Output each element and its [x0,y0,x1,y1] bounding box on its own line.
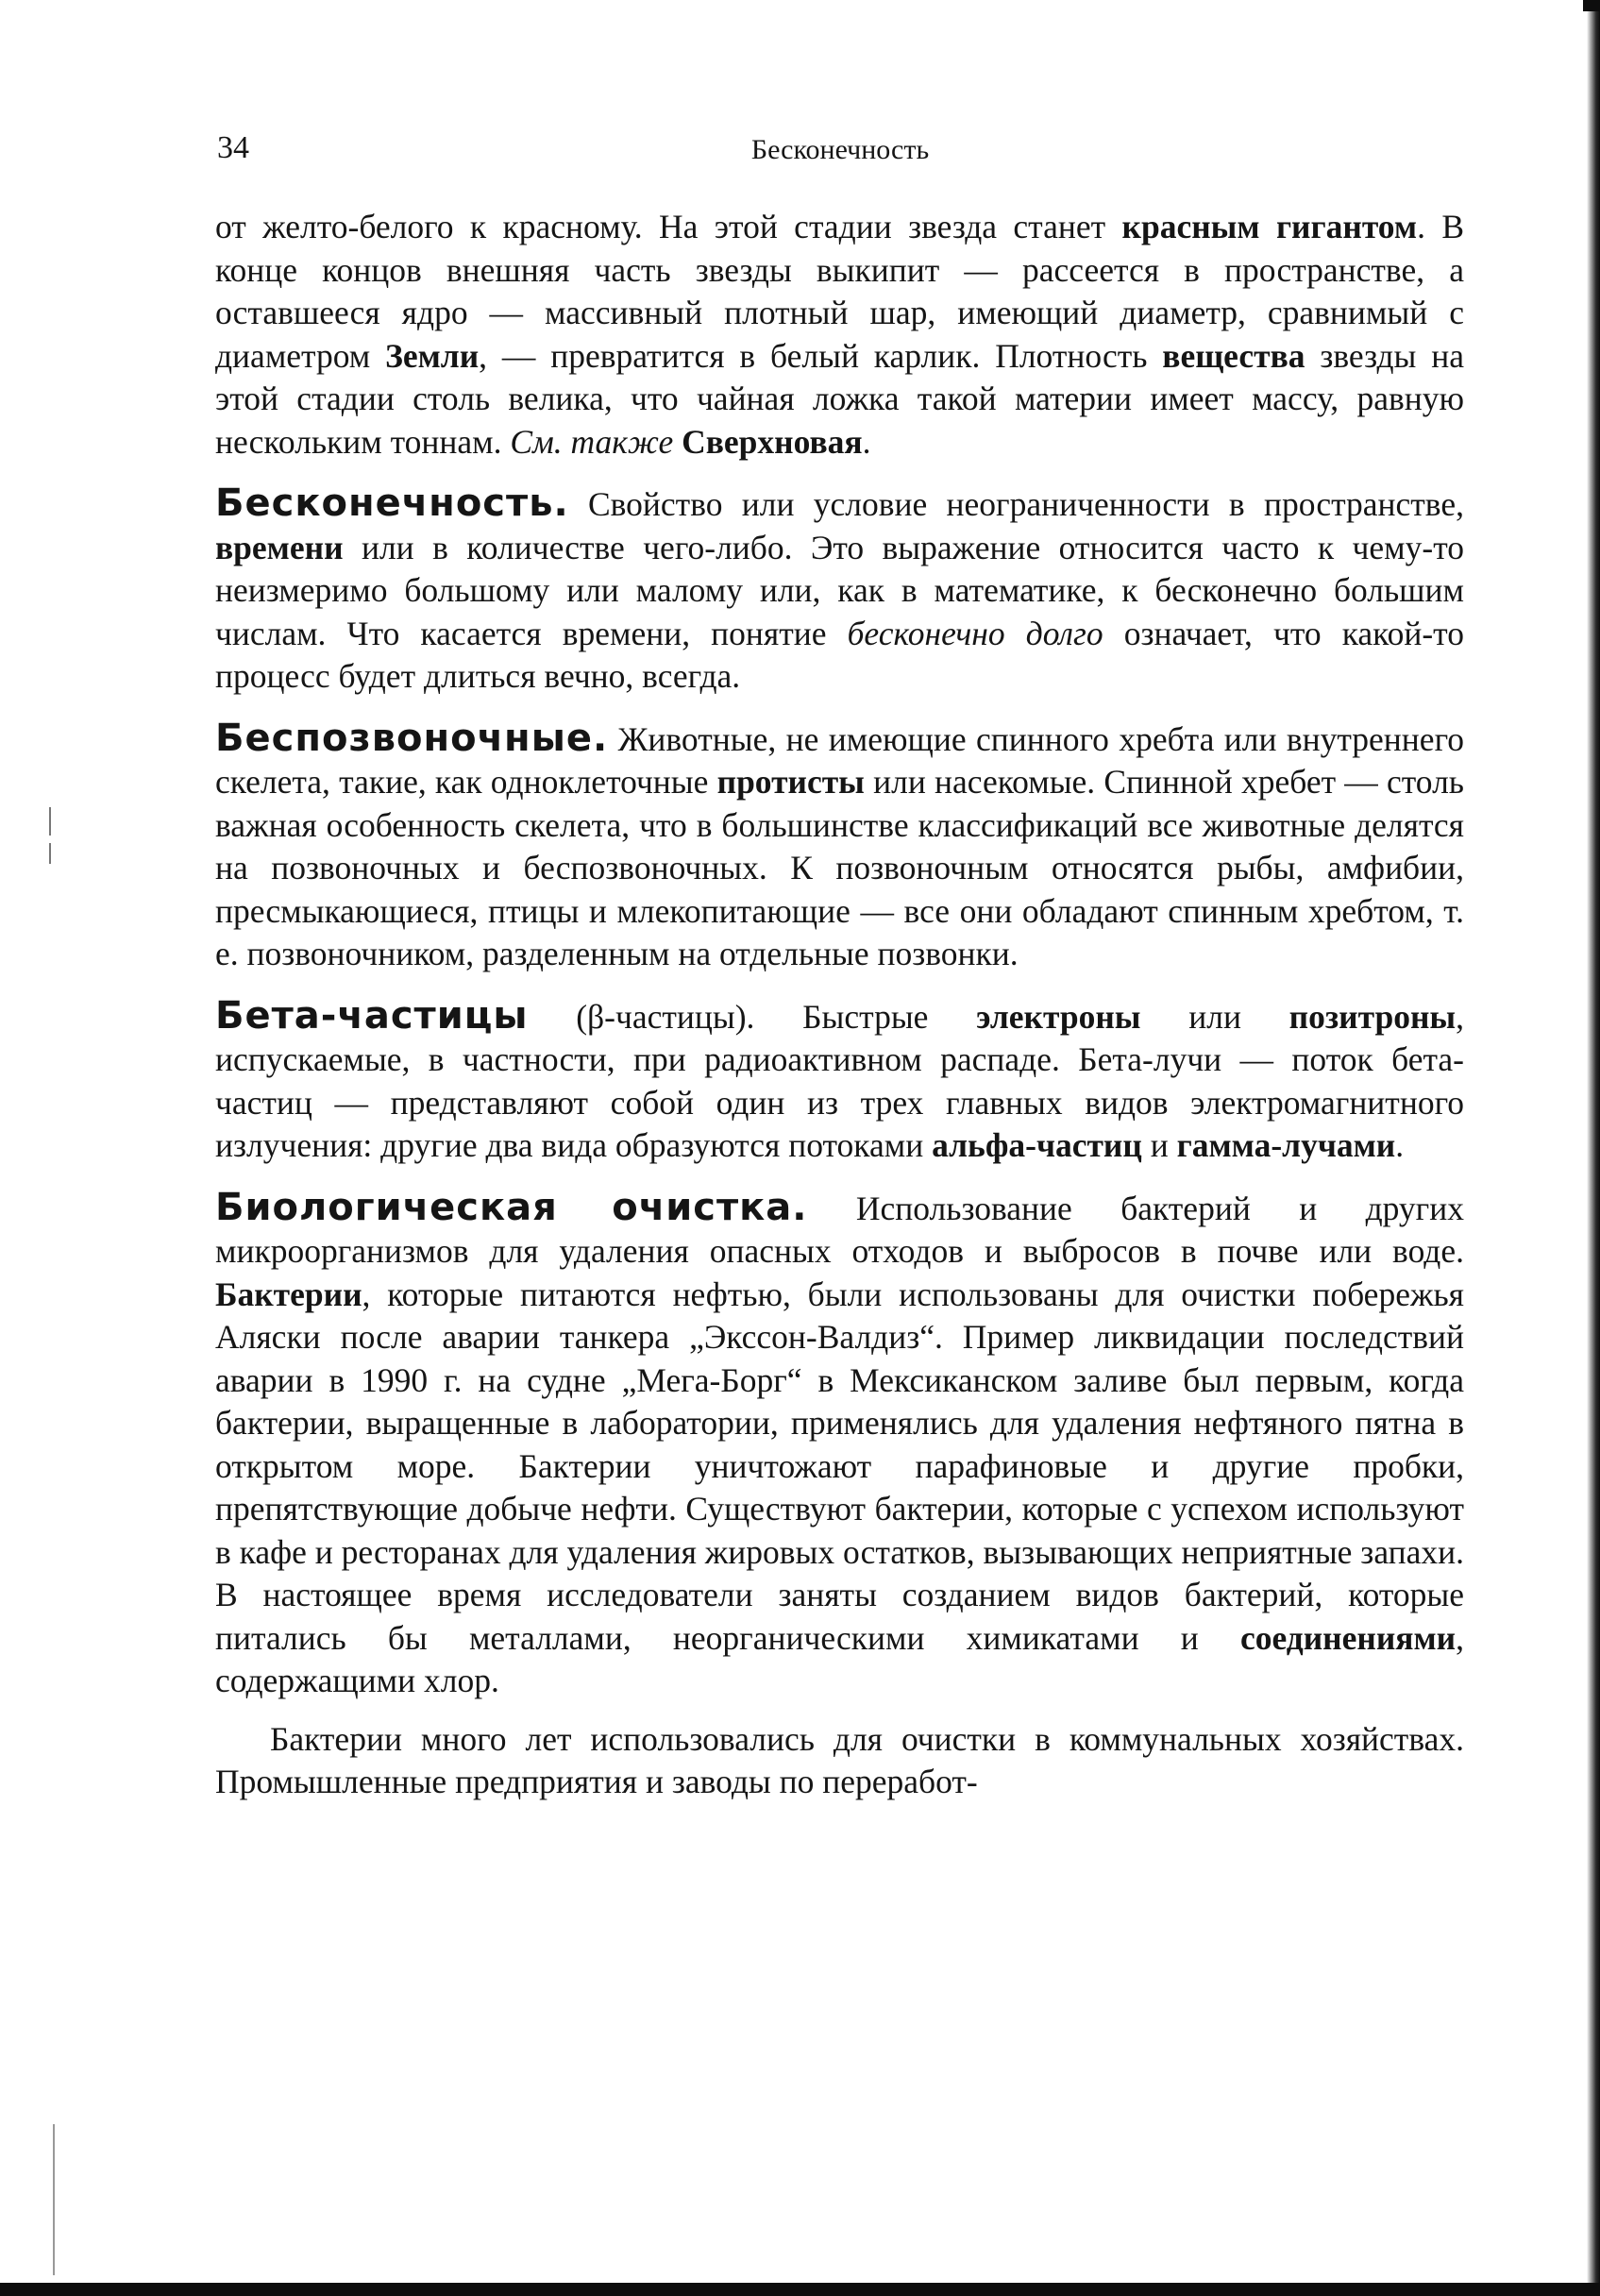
text-run: , испускаемые, в частности, при радиоактивном распаде. Бета-лучи — поток бета-частиц — представляют собой один из трех главных видов электромагнитного излучения: другие два вида образуются потоками [215,997,1464,1164]
cross-reference: вещества [1162,336,1305,375]
entry-bioremediation [215,1187,1464,1703]
cross-reference: электроны [976,997,1141,1036]
gutter-mark [53,2124,55,2275]
gutter-mark [49,843,51,864]
text-run: Быстрые [754,997,977,1036]
text-run: и [1141,1126,1177,1164]
page-edge-shadow [1587,0,1600,2296]
text-run: Животные, не имеющие спинного хребта или внутреннего скелета, такие, как одноклеточные [215,719,1464,801]
text-run: или насекомые. Спинной хребет — столь важная особенность скелета, что в большинстве классификаций все животные делятся на позвоночных и беспозвоночных. К позвоночным относятся рыбы, амфибии, пресмыкающиеся, птицы и млекопитающие — все они обладают спинным хребтом, т. е. позвоночником, разделенным на отдельные позвонки. [215,763,1464,972]
page-body [215,206,1464,1804]
gutter-mark [49,807,51,836]
cross-reference: альфа-частиц [932,1126,1142,1164]
cross-reference: позитроны [1288,997,1457,1036]
text-run: Использование бактерий и других микроорганизмов для удаления опасных отходов и выбросов в почве или воде. [215,1189,1464,1270]
term-note: (β-частицы). [528,997,755,1036]
text-run: . В конце концов внешняя часть звезды выкипит — рассеется в пространстве, а оставшееся ядро — массивный плотный шар, имеющий диаметр, сравнимый с диаметром [215,208,1464,375]
cross-reference: гамма-лучами [1176,1126,1396,1164]
corner-mark [1583,0,1600,11]
text-run: , которые питаются нефтью, были использованы для очистки побережья Аляски после аварии танкера „Экссон-Валдиз“. Пример ликвидации последствий аварии в 1990 г. на судне „Мега-Борг“ в Мексиканском заливе был первым, когда бактерии, выращенные в лаборатории, применялись для удаления нефтяного пятна в открытом море. Бактерии уничтожают парафиновые и другие пробки, препятствующие добыче нефти. Существуют бактерии, которые с успехом используют в кафе и ресторанах для удаления жировых остатков, вызывающих неприятные запахи. В настоящее время исследователи заняты созданием видов бактерий, которые питались бы металлами, неорганическими химикатами и [215,1275,1464,1657]
page-header [217,123,1463,179]
see-also-label: См. также [510,422,674,461]
text-run: от желто-белого к красному. На этой стадии звезда станет [215,208,1122,245]
entry-beta-particles [215,995,1464,1168]
text-run: или в количестве чего-либо. Это выражение относится часто к чему-то неизмеримо большому или малому или, как в математике, к бесконечно большим числам. Что касается времени, понятие [215,528,1464,652]
emphasis: бесконечно долго [847,614,1103,652]
running-head: Бесконечность [750,134,930,165]
cross-reference: соединениями [1239,1618,1457,1657]
text-run [673,423,682,461]
bioremediation-paragraph-2: Бактерии много лет использовались для очистки в коммунальных хозяйствах. Промышленные предприятия и заводы по переработ- [215,1719,1464,1800]
text-run: или [1140,997,1289,1036]
cross-reference: времени [215,528,344,566]
continued-paragraph [215,206,1464,464]
text-run: , — превратится в белый карлик. Плотность [479,336,1163,375]
page-bottom-edge [0,2283,1600,2296]
cross-reference: протисты [716,763,865,801]
entry-term: Бета-частицы [215,993,529,1038]
entry-term: Беспозвоночные. [215,716,609,760]
cross-reference: Бактерии [215,1275,362,1313]
text-run: означает, что какой-то процесс будет длиться вечно, всегда. [215,614,1464,695]
text-run: , содержащими хлор. [215,1618,1464,1699]
text-run: . [1395,1126,1405,1164]
entry-infinity [215,482,1464,699]
page-number: 34 [217,130,249,165]
entry-term: Бесконечность. [215,481,569,525]
entry-term: Биологическая очистка. [215,1185,808,1229]
text-run: Свойство или условие неограниченности в пространстве, [568,485,1464,523]
text-run: звезды на этой стадии столь велика, что чайная ложка такой материи имеет массу, равную нескольким тоннам. [215,336,1464,461]
cross-reference: Земли [385,336,480,375]
entry-invertebrates [215,718,1464,976]
text-run: . [862,422,871,461]
cross-reference: Сверхновая [682,422,863,461]
cross-reference: красным гигантом [1121,208,1418,245]
